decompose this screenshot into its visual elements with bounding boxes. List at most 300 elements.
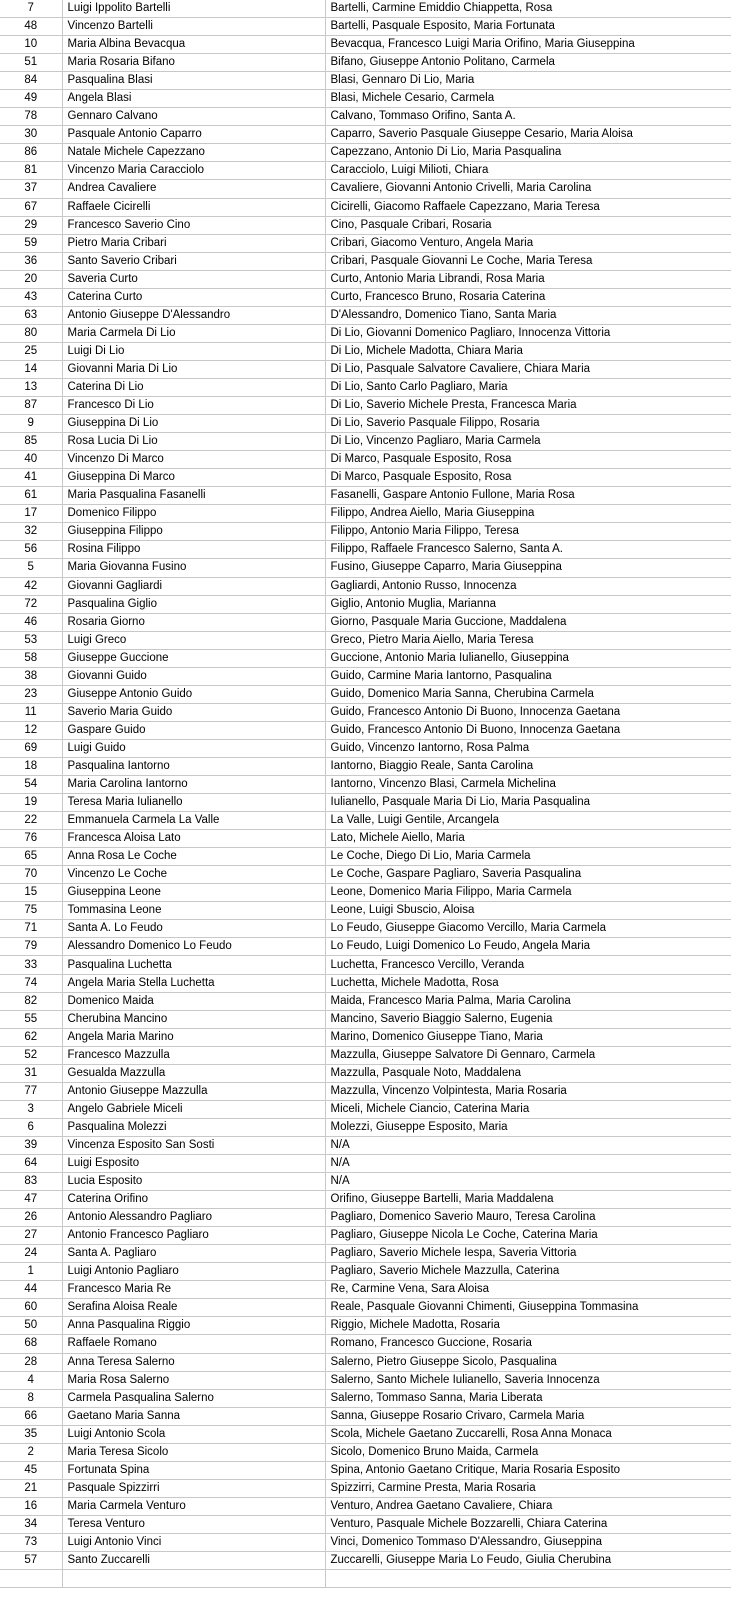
person-name-cell[interactable]: Rosina Filippo [62, 541, 325, 559]
person-name-cell[interactable]: Maria Albina Bevacqua [62, 36, 325, 54]
parents-cell[interactable]: Mazzulla, Vincenzo Volpintesta, Maria Rosaria [325, 1082, 731, 1100]
parents-cell[interactable]: Lo Feudo, Luigi Domenico Lo Feudo, Angela Maria [325, 938, 731, 956]
person-name-cell[interactable]: Andrea Cavaliere [62, 180, 325, 198]
record-number-cell[interactable]: 47 [0, 1191, 62, 1209]
record-number-cell[interactable]: 37 [0, 180, 62, 198]
parents-cell[interactable]: Filippo, Antonio Maria Filippo, Teresa [325, 523, 731, 541]
person-name-cell[interactable]: Pasqualina Giglio [62, 595, 325, 613]
record-number-cell[interactable]: 22 [0, 812, 62, 830]
table-row [0, 1515, 731, 1533]
record-number-cell[interactable]: 70 [0, 866, 62, 884]
table-row [0, 541, 731, 559]
person-name-cell[interactable]: Maria Rosa Salerno [62, 1371, 325, 1389]
person-name-cell[interactable]: Domenico Maida [62, 992, 325, 1010]
person-name-cell[interactable]: Maria Carmela Di Lio [62, 324, 325, 342]
record-number-cell[interactable]: 45 [0, 1461, 62, 1479]
record-number-cell[interactable]: 28 [0, 1353, 62, 1371]
person-name-cell[interactable]: Antonio Giuseppe Mazzulla [62, 1082, 325, 1100]
record-number-cell[interactable]: 5 [0, 559, 62, 577]
record-number-cell[interactable]: 20 [0, 270, 62, 288]
person-name-cell[interactable]: Caterina Curto [62, 288, 325, 306]
table-row [0, 270, 731, 288]
person-name-cell[interactable]: Pasquale Antonio Caparro [62, 126, 325, 144]
record-number-cell[interactable]: 84 [0, 72, 62, 90]
record-number-cell[interactable]: 30 [0, 126, 62, 144]
person-name-cell[interactable]: Antonio Francesco Pagliaro [62, 1227, 325, 1245]
person-name-cell[interactable]: Luigi Guido [62, 739, 325, 757]
person-name-cell[interactable]: Giovanni Guido [62, 667, 325, 685]
record-number-cell[interactable]: 76 [0, 830, 62, 848]
person-name-cell[interactable]: Luigi Antonio Pagliaro [62, 1263, 325, 1281]
person-name-cell[interactable]: Saverio Maria Guido [62, 703, 325, 721]
parents-cell[interactable]: Gagliardi, Antonio Russo, Innocenza [325, 577, 731, 595]
parents-cell[interactable]: Di Lio, Giovanni Domenico Pagliaro, Innocenza Vittoria [325, 324, 731, 342]
record-number-cell[interactable]: 21 [0, 1479, 62, 1497]
person-name-cell[interactable]: Antonio Alessandro Pagliaro [62, 1209, 325, 1227]
table-row [0, 1136, 731, 1154]
parents-cell[interactable]: Re, Carmine Vena, Sara Aloisa [325, 1281, 731, 1299]
parents-cell[interactable]: Sanna, Giuseppe Rosario Crivaro, Carmela Maria [325, 1407, 731, 1425]
parents-cell[interactable]: Bartelli, Pasquale Esposito, Maria Fortunata [325, 18, 731, 36]
table-row [0, 703, 731, 721]
person-name-cell[interactable]: Santo Zuccarelli [62, 1552, 325, 1570]
record-number-cell[interactable] [0, 1570, 62, 1588]
record-number-cell[interactable]: 73 [0, 1533, 62, 1551]
parents-cell[interactable]: Venturo, Andrea Gaetano Cavaliere, Chiara [325, 1497, 731, 1515]
record-number-cell[interactable]: 33 [0, 956, 62, 974]
record-number-cell[interactable]: 48 [0, 18, 62, 36]
record-number-cell[interactable]: 8 [0, 1389, 62, 1407]
parents-cell[interactable]: Di Lio, Michele Madotta, Chiara Maria [325, 342, 731, 360]
record-number-cell[interactable]: 43 [0, 288, 62, 306]
record-number-cell[interactable]: 56 [0, 541, 62, 559]
person-name-cell[interactable]: Pietro Maria Cribari [62, 234, 325, 252]
table-row [0, 938, 731, 956]
record-number-cell[interactable]: 25 [0, 342, 62, 360]
record-number-cell[interactable]: 63 [0, 306, 62, 324]
parents-cell[interactable]: Spizzirri, Carmine Presta, Maria Rosaria [325, 1479, 731, 1497]
parents-cell[interactable]: Maida, Francesco Maria Palma, Maria Carolina [325, 992, 731, 1010]
table-row [0, 433, 731, 451]
parents-cell[interactable]: Sicolo, Domenico Bruno Maida, Carmela [325, 1443, 731, 1461]
parents-cell[interactable]: La Valle, Luigi Gentile, Arcangela [325, 812, 731, 830]
table-row [0, 198, 731, 216]
record-number-cell[interactable]: 60 [0, 1299, 62, 1317]
parents-cell[interactable]: Filippo, Raffaele Francesco Salerno, Santa A. [325, 541, 731, 559]
parents-cell[interactable]: Guido, Francesco Antonio Di Buono, Innocenza Gaetana [325, 703, 731, 721]
parents-cell[interactable]: Miceli, Michele Ciancio, Caterina Maria [325, 1100, 731, 1118]
person-name-cell[interactable]: Luigi Di Lio [62, 342, 325, 360]
person-name-cell[interactable]: Rosaria Giorno [62, 613, 325, 631]
parents-cell[interactable]: D'Alessandro, Domenico Tiano, Santa Maria [325, 306, 731, 324]
record-number-cell[interactable]: 16 [0, 1497, 62, 1515]
person-name-cell[interactable]: Francesca Aloisa Lato [62, 830, 325, 848]
record-number-cell[interactable]: 68 [0, 1335, 62, 1353]
table-row [0, 559, 731, 577]
record-number-cell[interactable]: 86 [0, 144, 62, 162]
record-number-cell[interactable]: 49 [0, 90, 62, 108]
parents-cell[interactable]: Blasi, Gennaro Di Lio, Maria [325, 72, 731, 90]
parents-cell[interactable]: Molezzi, Giuseppe Esposito, Maria [325, 1118, 731, 1136]
parents-cell[interactable]: Greco, Pietro Maria Aiello, Maria Teresa [325, 631, 731, 649]
record-number-cell[interactable]: 35 [0, 1425, 62, 1443]
person-name-cell[interactable]: Francesco Maria Re [62, 1281, 325, 1299]
parents-cell[interactable]: Guido, Carmine Maria Iantorno, Pasqualina [325, 667, 731, 685]
table-row [0, 1443, 731, 1461]
table-row [0, 649, 731, 667]
record-number-cell[interactable]: 10 [0, 36, 62, 54]
table-row [0, 1371, 731, 1389]
person-name-cell[interactable]: Caterina Orifino [62, 1191, 325, 1209]
person-name-cell[interactable]: Pasqualina Luchetta [62, 956, 325, 974]
parents-cell[interactable]: Cicirelli, Giacomo Raffaele Capezzano, Maria Teresa [325, 198, 731, 216]
parents-cell[interactable]: Di Lio, Saverio Pasquale Filippo, Rosaria [325, 415, 731, 433]
parents-cell[interactable]: Bartelli, Carmine Emiddio Chiappetta, Rosa [325, 0, 731, 18]
person-name-cell[interactable]: Maria Pasqualina Fasanelli [62, 487, 325, 505]
person-name-cell[interactable]: Giovanni Gagliardi [62, 577, 325, 595]
person-name-cell[interactable]: Luigi Antonio Vinci [62, 1533, 325, 1551]
record-number-cell[interactable]: 34 [0, 1515, 62, 1533]
record-number-cell[interactable]: 46 [0, 613, 62, 631]
record-number-cell[interactable]: 71 [0, 920, 62, 938]
record-number-cell[interactable]: 2 [0, 1443, 62, 1461]
parents-cell[interactable]: Mazzulla, Pasquale Noto, Maddalena [325, 1064, 731, 1082]
parents-cell[interactable]: Di Marco, Pasquale Esposito, Rosa [325, 469, 731, 487]
record-number-cell[interactable]: 31 [0, 1064, 62, 1082]
table-row [0, 1533, 731, 1551]
parents-cell[interactable]: Pagliaro, Giuseppe Nicola Le Coche, Caterina Maria [325, 1227, 731, 1245]
parents-cell[interactable]: Iulianello, Pasquale Maria Di Lio, Maria Pasqualina [325, 794, 731, 812]
parents-cell[interactable]: Giorno, Pasquale Maria Guccione, Maddalena [325, 613, 731, 631]
parents-cell[interactable]: Curto, Antonio Maria Librandi, Rosa Maria [325, 270, 731, 288]
table-row [0, 1570, 731, 1588]
person-name-cell[interactable]: Cherubina Mancino [62, 1010, 325, 1028]
parents-cell[interactable]: Calvano, Tommaso Orifino, Santa A. [325, 108, 731, 126]
table-row [0, 1281, 731, 1299]
table-row [0, 216, 731, 234]
parents-cell[interactable] [325, 1570, 731, 1588]
table-row [0, 288, 731, 306]
record-number-cell[interactable]: 6 [0, 1118, 62, 1136]
record-number-cell[interactable]: 44 [0, 1281, 62, 1299]
parents-cell[interactable]: Cribari, Giacomo Venturo, Angela Maria [325, 234, 731, 252]
table-row [0, 595, 731, 613]
person-name-cell[interactable]: Carmela Pasqualina Salerno [62, 1389, 325, 1407]
parents-cell[interactable]: Mancino, Saverio Biaggio Salerno, Eugenia [325, 1010, 731, 1028]
parents-cell[interactable]: N/A [325, 1136, 731, 1154]
table-row [0, 1118, 731, 1136]
parents-cell[interactable]: Venturo, Pasquale Michele Bozzarelli, Chiara Caterina [325, 1515, 731, 1533]
person-name-cell[interactable]: Saveria Curto [62, 270, 325, 288]
record-number-cell[interactable]: 51 [0, 54, 62, 72]
record-number-cell[interactable]: 1 [0, 1263, 62, 1281]
person-name-cell[interactable]: Teresa Venturo [62, 1515, 325, 1533]
record-number-cell[interactable]: 4 [0, 1371, 62, 1389]
record-number-cell[interactable]: 29 [0, 216, 62, 234]
parents-cell[interactable]: Curto, Francesco Bruno, Rosaria Caterina [325, 288, 731, 306]
person-name-cell[interactable]: Raffaele Cicirelli [62, 198, 325, 216]
record-number-cell[interactable]: 59 [0, 234, 62, 252]
person-name-cell[interactable]: Emmanuela Carmela La Valle [62, 812, 325, 830]
record-number-cell[interactable]: 15 [0, 884, 62, 902]
person-name-cell[interactable]: Santa A. Lo Feudo [62, 920, 325, 938]
person-name-cell[interactable]: Maria Rosaria Bifano [62, 54, 325, 72]
person-name-cell[interactable]: Angela Maria Marino [62, 1028, 325, 1046]
parents-cell[interactable]: Caparro, Saverio Pasquale Giuseppe Cesario, Maria Aloisa [325, 126, 731, 144]
parents-cell[interactable]: Di Lio, Santo Carlo Pagliaro, Maria [325, 378, 731, 396]
person-name-cell[interactable]: Giuseppina Leone [62, 884, 325, 902]
record-number-cell[interactable]: 42 [0, 577, 62, 595]
parents-cell[interactable]: Bifano, Giuseppe Antonio Politano, Carmela [325, 54, 731, 72]
person-name-cell[interactable]: Antonio Giuseppe D'Alessandro [62, 306, 325, 324]
person-name-cell[interactable]: Santo Saverio Cribari [62, 252, 325, 270]
parents-cell[interactable]: Pagliaro, Saverio Michele Mazzulla, Caterina [325, 1263, 731, 1281]
parents-cell[interactable]: Zuccarelli, Giuseppe Maria Lo Feudo, Giulia Cherubina [325, 1552, 731, 1570]
person-name-cell[interactable]: Domenico Filippo [62, 505, 325, 523]
parents-cell[interactable]: Filippo, Andrea Aiello, Maria Giuseppina [325, 505, 731, 523]
parents-cell[interactable]: Salerno, Tommaso Sanna, Maria Liberata [325, 1389, 731, 1407]
person-name-cell[interactable]: Francesco Di Lio [62, 397, 325, 415]
record-number-cell[interactable]: 50 [0, 1317, 62, 1335]
parents-cell[interactable]: Di Marco, Pasquale Esposito, Rosa [325, 451, 731, 469]
parents-cell[interactable]: Iantorno, Vincenzo Blasi, Carmela Michelina [325, 776, 731, 794]
person-name-cell[interactable]: Pasquale Spizzirri [62, 1479, 325, 1497]
record-number-cell[interactable]: 12 [0, 721, 62, 739]
person-name-cell[interactable]: Giuseppina Di Lio [62, 415, 325, 433]
record-number-cell[interactable]: 18 [0, 757, 62, 775]
record-number-cell[interactable]: 80 [0, 324, 62, 342]
record-number-cell[interactable]: 54 [0, 776, 62, 794]
record-number-cell[interactable]: 82 [0, 992, 62, 1010]
parents-cell[interactable]: Salerno, Santo Michele Iulianello, Saveria Innocenza [325, 1371, 731, 1389]
parents-cell[interactable]: Blasi, Michele Cesario, Carmela [325, 90, 731, 108]
person-name-cell[interactable]: Angela Maria Stella Luchetta [62, 974, 325, 992]
parents-cell[interactable]: Vinci, Domenico Tommaso D'Alessandro, Giuseppina [325, 1533, 731, 1551]
table-row [0, 324, 731, 342]
person-name-cell[interactable]: Gaetano Maria Sanna [62, 1407, 325, 1425]
parents-cell[interactable]: Di Lio, Pasquale Salvatore Cavaliere, Chiara Maria [325, 360, 731, 378]
record-number-cell[interactable]: 74 [0, 974, 62, 992]
record-number-cell[interactable]: 67 [0, 198, 62, 216]
person-name-cell[interactable]: Vincenzo Maria Caracciolo [62, 162, 325, 180]
person-name-cell[interactable]: Teresa Maria Iulianello [62, 794, 325, 812]
record-number-cell[interactable]: 83 [0, 1173, 62, 1191]
record-number-cell[interactable]: 7 [0, 0, 62, 18]
person-name-cell[interactable]: Maria Carmela Venturo [62, 1497, 325, 1515]
table-row [0, 18, 731, 36]
record-number-cell[interactable]: 41 [0, 469, 62, 487]
person-name-cell[interactable]: Fortunata Spina [62, 1461, 325, 1479]
parents-cell[interactable]: Salerno, Pietro Giuseppe Sicolo, Pasqualina [325, 1353, 731, 1371]
table-row [0, 72, 731, 90]
table-row [0, 1155, 731, 1173]
person-name-cell[interactable]: Anna Rosa Le Coche [62, 848, 325, 866]
record-number-cell[interactable]: 13 [0, 378, 62, 396]
person-name-cell[interactable]: Luigi Ippolito Bartelli [62, 0, 325, 18]
table-row [0, 1299, 731, 1317]
parents-cell[interactable]: Pagliaro, Domenico Saverio Mauro, Teresa Carolina [325, 1209, 731, 1227]
person-name-cell[interactable]: Pasqualina Blasi [62, 72, 325, 90]
record-number-cell[interactable]: 14 [0, 360, 62, 378]
person-name-cell[interactable]: Lucia Esposito [62, 1173, 325, 1191]
person-name-cell[interactable]: Gesualda Mazzulla [62, 1064, 325, 1082]
record-number-cell[interactable]: 11 [0, 703, 62, 721]
record-number-cell[interactable]: 38 [0, 667, 62, 685]
record-number-cell[interactable]: 61 [0, 487, 62, 505]
parents-cell[interactable]: Cribari, Pasquale Giovanni Le Coche, Maria Teresa [325, 252, 731, 270]
table-row [0, 866, 731, 884]
person-name-cell[interactable]: Santa A. Pagliaro [62, 1245, 325, 1263]
parents-cell[interactable]: Reale, Pasquale Giovanni Chimenti, Giuseppina Tommasina [325, 1299, 731, 1317]
parents-cell[interactable]: Leone, Domenico Maria Filippo, Maria Carmela [325, 884, 731, 902]
table-row [0, 1100, 731, 1118]
parents-cell[interactable]: Di Lio, Saverio Michele Presta, Francesca Maria [325, 397, 731, 415]
parents-cell[interactable]: Cavaliere, Giovanni Antonio Crivelli, Maria Carolina [325, 180, 731, 198]
record-number-cell[interactable]: 36 [0, 252, 62, 270]
parents-cell[interactable]: Romano, Francesco Guccione, Rosaria [325, 1335, 731, 1353]
table-row [0, 721, 731, 739]
record-number-cell[interactable]: 9 [0, 415, 62, 433]
record-number-cell[interactable]: 3 [0, 1100, 62, 1118]
person-name-cell[interactable]: Vincenzo Bartelli [62, 18, 325, 36]
person-name-cell[interactable]: Anna Pasqualina Riggio [62, 1317, 325, 1335]
table-row [0, 397, 731, 415]
record-number-cell[interactable]: 32 [0, 523, 62, 541]
table-row [0, 469, 731, 487]
parents-cell[interactable]: N/A [325, 1155, 731, 1173]
record-number-cell[interactable]: 57 [0, 1552, 62, 1570]
record-number-cell[interactable]: 72 [0, 595, 62, 613]
person-name-cell[interactable]: Angelo Gabriele Miceli [62, 1100, 325, 1118]
person-name-cell[interactable]: Francesco Mazzulla [62, 1046, 325, 1064]
parents-cell[interactable]: Caracciolo, Luigi Milioti, Chiara [325, 162, 731, 180]
record-number-cell[interactable]: 77 [0, 1082, 62, 1100]
record-number-cell[interactable]: 69 [0, 739, 62, 757]
record-number-cell[interactable]: 64 [0, 1155, 62, 1173]
record-number-cell[interactable]: 87 [0, 397, 62, 415]
parents-cell[interactable]: Cino, Pasquale Cribari, Rosaria [325, 216, 731, 234]
person-name-cell[interactable]: Angela Blasi [62, 90, 325, 108]
parents-cell[interactable]: Le Coche, Gaspare Pagliaro, Saveria Pasqualina [325, 866, 731, 884]
parents-cell[interactable]: Fusino, Giuseppe Caparro, Maria Giuseppina [325, 559, 731, 577]
person-name-cell[interactable]: Luigi Esposito [62, 1155, 325, 1173]
record-number-cell[interactable]: 85 [0, 433, 62, 451]
person-name-cell[interactable]: Giuseppina Filippo [62, 523, 325, 541]
parents-cell[interactable]: Guido, Vincenzo Iantorno, Rosa Palma [325, 739, 731, 757]
parents-cell[interactable]: Riggio, Michele Madotta, Rosaria [325, 1317, 731, 1335]
table-row [0, 1028, 731, 1046]
person-name-cell[interactable]: Serafina Aloisa Reale [62, 1299, 325, 1317]
record-number-cell[interactable]: 75 [0, 902, 62, 920]
parents-cell[interactable]: Guido, Francesco Antonio Di Buono, Innocenza Gaetana [325, 721, 731, 739]
record-number-cell[interactable]: 27 [0, 1227, 62, 1245]
parents-cell[interactable]: Spina, Antonio Gaetano Critique, Maria Rosaria Esposito [325, 1461, 731, 1479]
person-name-cell[interactable]: Rosa Lucia Di Lio [62, 433, 325, 451]
person-name-cell[interactable]: Luigi Antonio Scola [62, 1425, 325, 1443]
person-name-cell[interactable]: Anna Teresa Salerno [62, 1353, 325, 1371]
parents-cell[interactable]: Guido, Domenico Maria Sanna, Cherubina Carmela [325, 685, 731, 703]
person-name-cell[interactable]: Giuseppe Antonio Guido [62, 685, 325, 703]
parents-cell[interactable]: Iantorno, Biaggio Reale, Santa Carolina [325, 757, 731, 775]
record-number-cell[interactable]: 55 [0, 1010, 62, 1028]
parents-cell[interactable]: Marino, Domenico Giuseppe Tiano, Maria [325, 1028, 731, 1046]
record-number-cell[interactable]: 79 [0, 938, 62, 956]
person-name-cell[interactable]: Gennaro Calvano [62, 108, 325, 126]
record-number-cell[interactable]: 78 [0, 108, 62, 126]
record-number-cell[interactable]: 62 [0, 1028, 62, 1046]
person-name-cell[interactable]: Natale Michele Capezzano [62, 144, 325, 162]
person-name-cell[interactable]: Vincenza Esposito San Sosti [62, 1136, 325, 1154]
record-number-cell[interactable]: 81 [0, 162, 62, 180]
person-name-cell[interactable]: Giovanni Maria Di Lio [62, 360, 325, 378]
person-name-cell[interactable]: Pasqualina Iantorno [62, 757, 325, 775]
parents-cell[interactable]: Capezzano, Antonio Di Lio, Maria Pasqualina [325, 144, 731, 162]
record-number-cell[interactable]: 58 [0, 649, 62, 667]
record-number-cell[interactable]: 23 [0, 685, 62, 703]
person-name-cell[interactable]: Gaspare Guido [62, 721, 325, 739]
table-row [0, 1227, 731, 1245]
table-row [0, 577, 731, 595]
person-name-cell[interactable]: Vincenzo Le Coche [62, 866, 325, 884]
person-name-cell[interactable]: Tommasina Leone [62, 902, 325, 920]
person-name-cell[interactable]: Maria Carolina Iantorno [62, 776, 325, 794]
record-number-cell[interactable]: 53 [0, 631, 62, 649]
record-number-cell[interactable]: 52 [0, 1046, 62, 1064]
person-name-cell[interactable]: Caterina Di Lio [62, 378, 325, 396]
record-number-cell[interactable]: 24 [0, 1245, 62, 1263]
parents-cell[interactable]: Giglio, Antonio Muglia, Marianna [325, 595, 731, 613]
record-number-cell[interactable]: 26 [0, 1209, 62, 1227]
parents-cell[interactable]: Guccione, Antonio Maria Iulianello, Giuseppina [325, 649, 731, 667]
person-name-cell[interactable]: Francesco Saverio Cino [62, 216, 325, 234]
parents-cell[interactable]: Le Coche, Diego Di Lio, Maria Carmela [325, 848, 731, 866]
parents-cell[interactable]: Mazzulla, Giuseppe Salvatore Di Gennaro, Carmela [325, 1046, 731, 1064]
person-name-cell[interactable]: Raffaele Romano [62, 1335, 325, 1353]
parents-cell[interactable]: N/A [325, 1173, 731, 1191]
parents-cell[interactable]: Scola, Michele Gaetano Zuccarelli, Rosa Anna Monaca [325, 1425, 731, 1443]
record-number-cell[interactable]: 19 [0, 794, 62, 812]
person-name-cell[interactable]: Pasqualina Molezzi [62, 1118, 325, 1136]
person-name-cell[interactable]: Maria Teresa Sicolo [62, 1443, 325, 1461]
parents-cell[interactable]: Lato, Michele Aiello, Maria [325, 830, 731, 848]
record-number-cell[interactable]: 66 [0, 1407, 62, 1425]
parents-cell[interactable]: Fasanelli, Gaspare Antonio Fullone, Maria Rosa [325, 487, 731, 505]
record-number-cell[interactable]: 65 [0, 848, 62, 866]
table-row [0, 1335, 731, 1353]
record-number-cell[interactable]: 40 [0, 451, 62, 469]
parents-cell[interactable]: Lo Feudo, Giuseppe Giacomo Vercillo, Maria Carmela [325, 920, 731, 938]
person-name-cell[interactable]: Vincenzo Di Marco [62, 451, 325, 469]
parents-cell[interactable]: Bevacqua, Francesco Luigi Maria Orifino, Maria Giuseppina [325, 36, 731, 54]
parents-cell[interactable]: Luchetta, Michele Madotta, Rosa [325, 974, 731, 992]
person-name-cell[interactable] [62, 1570, 325, 1588]
parents-cell[interactable]: Pagliaro, Saverio Michele Iespa, Saveria Vittoria [325, 1245, 731, 1263]
table-row [0, 108, 731, 126]
table-row [0, 0, 731, 18]
person-name-cell[interactable]: Giuseppe Guccione [62, 649, 325, 667]
parents-cell[interactable]: Di Lio, Vincenzo Pagliaro, Maria Carmela [325, 433, 731, 451]
parents-cell[interactable]: Luchetta, Francesco Vercillo, Veranda [325, 956, 731, 974]
person-name-cell[interactable]: Luigi Greco [62, 631, 325, 649]
parents-cell[interactable]: Orifino, Giuseppe Bartelli, Maria Maddalena [325, 1191, 731, 1209]
record-number-cell[interactable]: 17 [0, 505, 62, 523]
person-name-cell[interactable]: Giuseppina Di Marco [62, 469, 325, 487]
person-name-cell[interactable]: Maria Giovanna Fusino [62, 559, 325, 577]
record-number-cell[interactable]: 39 [0, 1136, 62, 1154]
parents-cell[interactable]: Leone, Luigi Sbuscio, Aloisa [325, 902, 731, 920]
table-row [0, 451, 731, 469]
person-name-cell[interactable]: Alessandro Domenico Lo Feudo [62, 938, 325, 956]
